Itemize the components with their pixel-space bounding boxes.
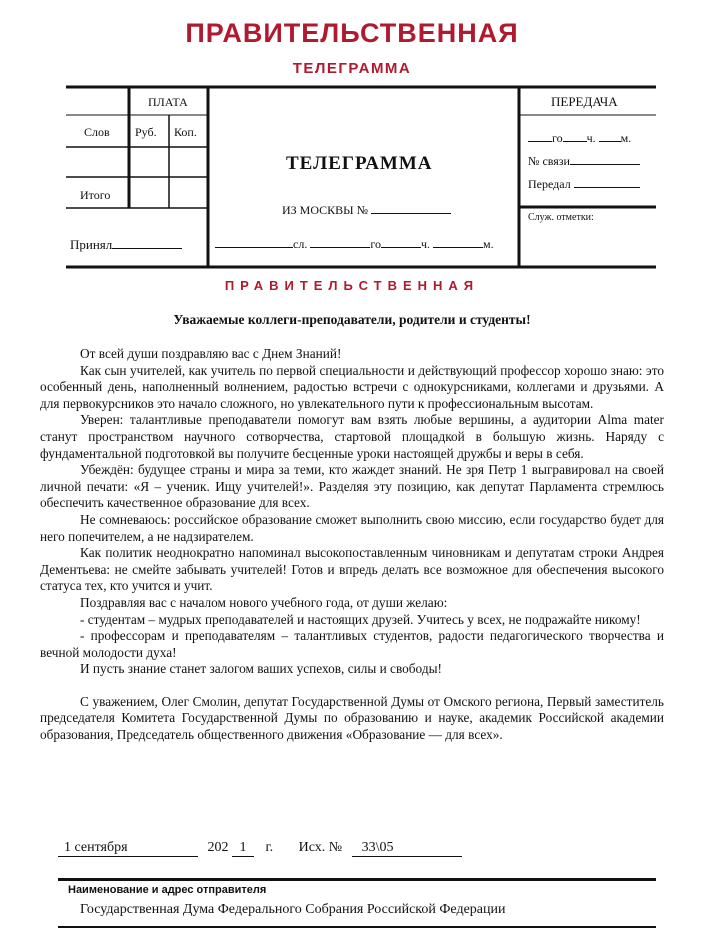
peredal-label: Передал: [528, 177, 571, 191]
paragraph: Поздравляя вас с началом нового учебного года, от души желаю:: [80, 594, 448, 610]
sender-label: Наименование и адрес отправителя: [68, 884, 267, 896]
m-label: м.: [483, 237, 494, 251]
peredal-field: [528, 175, 640, 192]
ish-label: Исх. №: [298, 840, 343, 855]
prinyal-line: [112, 236, 182, 249]
year-suffix: 1: [232, 840, 254, 857]
itogo-label: Итого: [80, 188, 111, 202]
go-label: го: [370, 237, 381, 251]
greeting: Уважаемые коллеги-преподаватели, родители и студенты!: [173, 312, 531, 327]
header-subtitle: ТЕЛЕГРАММА: [292, 60, 412, 77]
paragraph: Убеждён: будущее страны и мира за теми, кто жаждет знаний. Не зря Петр 1 выгравировал на своей личной печати: «Я – ученик. Ищу учителей!». Разделяя эту позицию, как депутат Парламента стремлюсь обеспечить качественное образование для всех.: [40, 462, 664, 511]
ish-value: 33\05: [352, 840, 462, 857]
sluzh-label: Служ. отметки:: [528, 212, 594, 223]
iz-moskvy-field: [282, 201, 451, 218]
rub-label: Руб.: [135, 125, 157, 139]
iz-moskvy-line: [371, 201, 451, 214]
iz-moskvy-label: ИЗ МОСКВЫ №: [282, 203, 369, 217]
paragraph: Не сомневаюсь: российское образование сможет выполнить свою миссию, если государство будет для него попечителем, а не надзирателем.: [40, 511, 664, 544]
paragraph: - профессорам и преподавателям – талантливых студентов, радости педагогического творчества и вечной молодости духа!: [40, 628, 664, 660]
footer-date-row: [58, 840, 462, 857]
telegramma-title: ТЕЛЕГРАММА: [286, 153, 433, 174]
header-title: ПРАВИТЕЛЬСТВЕННАЯ: [185, 18, 519, 48]
ch-label: ч.: [420, 237, 430, 251]
kop-label: Коп.: [174, 125, 197, 139]
paragraph: И пусть знание станет залогом ваших успехов, силы и свободы!: [80, 661, 442, 677]
paragraph: Уверен: талантливые преподаватели помогут вам взять любые вершины, а аудитории Alma mater станут пространством научного сотворчества, стартовой площадкой в большую жизнь. Наряду с фундаментальной подготовкой вы получите бесценные уроки настоящей дружбы и веры в себя.: [40, 412, 664, 461]
plata-label: ПЛАТА: [148, 95, 188, 109]
paragraph: От всей души поздравляю вас с Днем Знаний!: [80, 346, 342, 361]
peredacha-label: ПЕРЕДАЧА: [551, 94, 618, 109]
prinyal-field: [70, 236, 182, 253]
header-bottom-title: ПРАВИТЕЛЬСТВЕННАЯ: [224, 278, 480, 293]
year-g: г.: [265, 840, 274, 855]
signature: С уважением, Олег Смолин, депутат Государственной Думы от Омского региона, Первый заместитель председателя Комитета Государственной Думы по образованию и науке, академик Российской академии образования, Председатель общественного движения «Образование — для всех».: [40, 693, 664, 743]
no-svyazi-field: [528, 152, 640, 169]
slov-label: Слов: [84, 125, 110, 139]
prinyal-label: Принял: [70, 237, 113, 252]
sender-divider-bottom: [58, 926, 656, 928]
peredacha-time-field: го ч. м.: [528, 129, 631, 146]
paragraph: Как политик неоднократно напоминал высокопоставленным чиновникам и депутатам строки Андрея Дементьева: не смейте забывать учителей! Готов и впредь делать все возможное для обеспечения высокого статуса тех, кто учится и учит.: [40, 545, 664, 594]
date-value: 1 сентября: [58, 840, 198, 857]
year-prefix: 202: [207, 840, 229, 855]
no-svyazi-label: № связи: [528, 154, 570, 168]
sl-label: сл.: [293, 237, 308, 251]
paragraph: - студентам – мудрых преподавателей и настоящих друзей. Учитесь у всех, не подражайте никому!: [80, 611, 641, 627]
telegram-form-grid: [0, 0, 704, 300]
date-time-field: [215, 235, 494, 252]
paragraph: Как сын учителей, как учитель по первой специальности и действующий профессор хорошо знаю: это особенный день, наполненный волнением, радостью встречи с однокурсниками, коллегами и друзьями. А для первокурсников это начало сложного, но увлекательного пути к профессиональным высотам.: [40, 362, 664, 411]
sender-divider-top: [58, 878, 656, 881]
sender-name: Государственная Дума Федерального Собрания Российской Федерации: [80, 902, 506, 917]
letter-body: [40, 346, 664, 744]
